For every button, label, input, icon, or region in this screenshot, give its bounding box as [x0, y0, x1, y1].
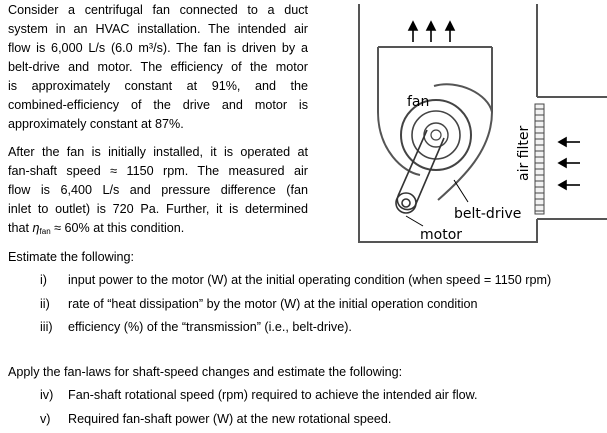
item-text: Required fan-shaft power (W) at the new rotational speed.: [68, 412, 391, 426]
condition-line: After the fan is initially installed, it is operated at: [8, 143, 308, 162]
eta-subscript: fan: [40, 227, 51, 236]
belt-drive-label: belt-drive: [454, 206, 521, 222]
intro-line: is approximately constant at 91%, and the: [8, 77, 308, 96]
intro-line: Consider a centrifugal fan connected to a duct: [8, 1, 308, 20]
fan-laws-list: [40, 386, 478, 433]
item-number: i): [40, 271, 68, 290]
intro-line: flow is 6,000 L/s (6.0 m³/s). The fan is driven by a: [8, 39, 308, 58]
intro-line: belt-drive and motor. The efficiency of the motor: [8, 58, 308, 77]
item-number: ii): [40, 295, 68, 314]
list-item: [40, 386, 478, 410]
item-number: iii): [40, 318, 68, 337]
estimate-heading: Estimate the following:: [8, 248, 134, 267]
condition-line: inlet to outlet) is 720 Pa. Further, it is determined: [8, 200, 308, 219]
item-text: input power to the motor (W) at the initial operating condition (when speed = 1150 rpm): [68, 273, 551, 287]
item-number: v): [40, 410, 68, 429]
condition-paragraph: [8, 143, 308, 238]
list-item: [40, 318, 551, 342]
fan-label: fan: [407, 94, 429, 110]
item-number: iv): [40, 386, 68, 405]
belt-drive-shape: [396, 130, 444, 213]
eta-symbol: η: [33, 221, 40, 235]
fan-laws-heading: Apply the fan-laws for shaft-speed changes and estimate the following:: [8, 363, 402, 382]
intro-line: approximately constant at 87%.: [8, 115, 308, 134]
item-text: efficiency (%) of the “transmission” (i.e., belt-drive).: [68, 320, 352, 334]
fan-wheel: [401, 100, 471, 170]
intro-line: combined-efficiency of the drive and motor is: [8, 96, 308, 115]
condition-suffix: ≈ 60% at this condition.: [51, 221, 185, 235]
list-item: [40, 295, 551, 319]
intro-paragraph: [8, 1, 308, 134]
condition-line: fan-shaft speed ≈ 1150 rpm. The measured air: [8, 162, 308, 181]
list-item: [40, 410, 478, 433]
item-text: Fan-shaft rotational speed (rpm) required to achieve the intended air flow.: [68, 388, 478, 402]
upward-flow-arrows: [409, 22, 454, 42]
motor-label: motor: [420, 227, 462, 243]
air-filter-label: air filter: [516, 126, 532, 181]
intro-line: system in an HVAC installation. The intended air: [8, 20, 308, 39]
air-filter: [535, 104, 544, 214]
item-text: rate of “heat dissipation” by the motor (W) at the initial operation condition: [68, 297, 478, 311]
condition-prefix: that: [8, 221, 33, 235]
fan-system-diagram: [348, 0, 607, 250]
condition-line-efficiency: [8, 219, 308, 238]
list-item: [40, 271, 551, 295]
estimate-list: [40, 271, 551, 342]
inflow-arrows: [559, 138, 580, 189]
condition-line: flow is 6,400 L/s and pressure difference (fan: [8, 181, 308, 200]
